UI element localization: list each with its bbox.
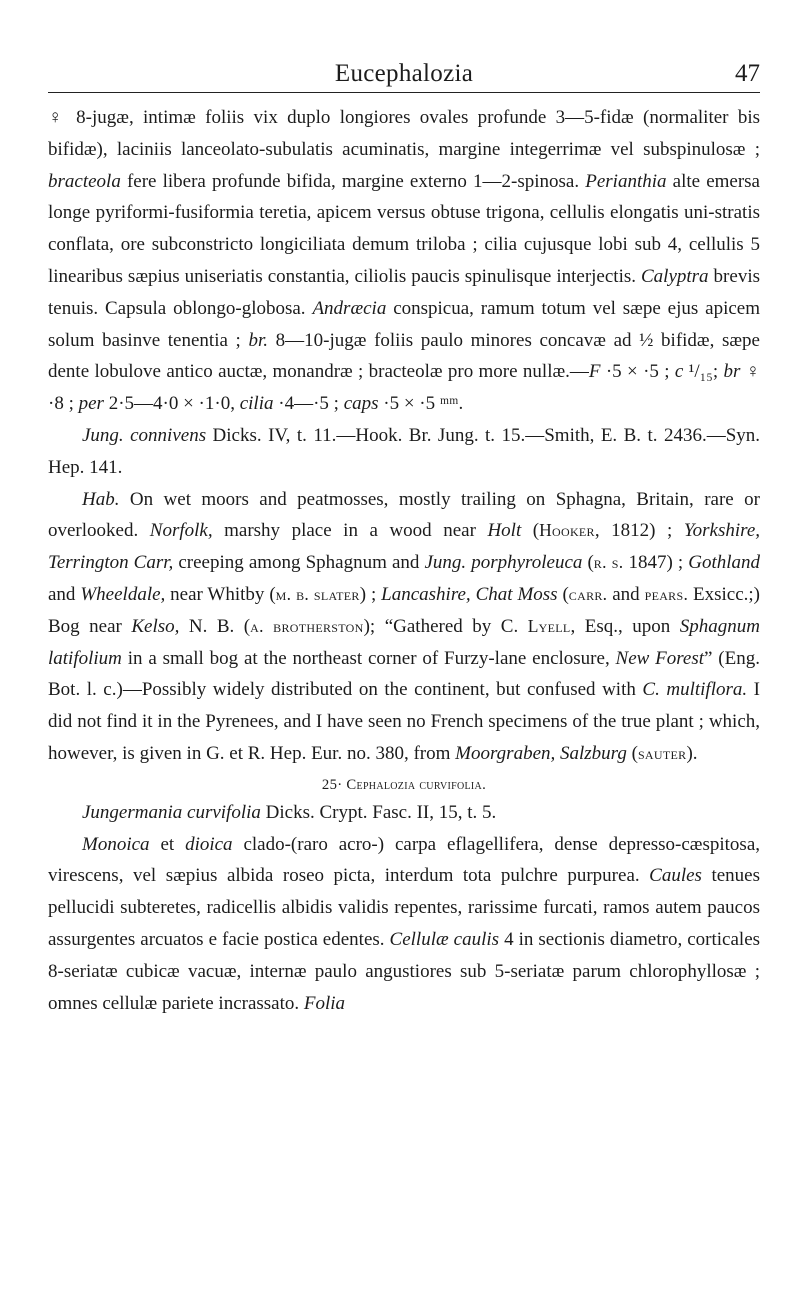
italic-text: Jung. porphyroleuca (424, 552, 583, 574)
text-run: brevis tenuis. Capsula oblongo-globosa. (48, 265, 760, 319)
italic-text: Calyptra (641, 265, 709, 287)
small-caps-text: sauter (637, 742, 687, 763)
text-run: and (607, 583, 645, 605)
text-run: clado-(raro acro-) carpa eflagellifera, dense depresso-cæspitosa, virescens, vel sæpius albida roseo picta, interdum tota pulchre purpurea. (48, 833, 761, 887)
italic-text: Wheeldale, (80, 583, 166, 605)
text-run: marshy place in a wood near (212, 520, 488, 542)
small-caps-text: a. brotherston (250, 615, 364, 636)
text-run: Exsicc.;) Bog near (48, 583, 761, 637)
italic-text: per (78, 393, 104, 415)
text-run: ( (626, 742, 638, 764)
italic-text: Lancashire, Chat Moss (381, 583, 558, 605)
text-run: ♀ ·8 ; (48, 361, 760, 415)
italic-text: dioica (185, 833, 233, 855)
text-run: and (48, 583, 81, 605)
text-run: 8—10-jugæ foliis paulo minores concavæ ad ½ bifidæ, sæpe dente lobulove antico auctæ, monandræ ; bracteolæ pro more nullæ.— (48, 329, 760, 383)
text-run: ♀ 8-jugæ, intimæ foliis vix duplo longiores ovales profunde 3—5-fidæ (normaliter bis bifidæ), laciniis lanceolato-subulatis acuminatis, margine integerrimæ vel subspinulosæ ; (48, 107, 760, 160)
italic-text: Andræcia (312, 297, 387, 319)
text-run: creeping among Sphagnum and (173, 552, 425, 574)
text-run: N. B. ( (179, 615, 251, 637)
text-run: in a small bog at the northeast corner of Furzy-lane enclosure, (121, 647, 616, 669)
italic-text: Cellulæ caulis (389, 928, 500, 950)
text-run: et (149, 833, 186, 855)
text-run: Dicks. IV, t. 11.—Hook. Br. Jung. t. 15.—Smith, E. B. t. 2436.—Syn. Hep. 141. (48, 424, 761, 478)
book-page (48, 0, 761, 1014)
text-run: 4 in sectionis diametro, corticales 8-seriatæ cubicæ vacuæ, internæ paulo angustiores sub 5-seriatæ parum chlorophyllosæ ; omnes cellulæ pariete incrassato. (48, 928, 761, 1014)
text-run: ) ; (359, 583, 382, 605)
small-caps-text: Lyell (527, 615, 571, 636)
text-run: alte emersa longe pyriformi-fusiformia teretia, apicem versus obtuse trigona, cellulis elongatis uni-stratis conflata, ore subconstricto longiciliata demum triloba ; cilia cujusque lobi sub 4, cellulis 5 linearibus sæpius uniseriatis constantia, ciliolis paucis spinulisque interjectis. (48, 170, 760, 287)
text-run: ” (Eng. Bot. l. c.)—Possibly widely distributed on the continent, but confused with (48, 647, 760, 701)
small-caps-text: Hooker (539, 520, 595, 541)
paragraph-description (48, 102, 760, 420)
italic-text: Moorgraben, Salzburg (455, 742, 627, 764)
italic-text: Perianthia (585, 170, 667, 192)
text-run: I did not find it in the Pyrenees, and I have seen no French specimens of the true plant ; which, however, is given in G. et R. Hep. Eur. no. 380, from (48, 679, 761, 764)
text-run: ·4—·5 ; (273, 393, 344, 415)
page-body (48, 102, 760, 1019)
italic-text: Norfolk, (149, 520, 213, 542)
text-run: ( (521, 520, 540, 542)
italic-text: Jung. connivens (82, 424, 207, 446)
text-run: tenues pellucidi subteretes, radicellis albidis validis repentes, rarissime furcati, ramos autem paucos assurgentes arcuatos e facie postica edentes. (48, 865, 760, 950)
italic-text: c (674, 361, 684, 383)
small-caps-text: pears. (644, 583, 689, 604)
text-run: , Esq., upon (570, 615, 680, 637)
italic-text: Yorkshire, Terrington Carr, (48, 520, 761, 574)
italic-text: New Forest (615, 647, 705, 669)
text-run: ·5 × ·5 ; (600, 361, 675, 383)
text-run: ¹/₁₅; (683, 361, 724, 383)
text-run: 1847) ; (623, 552, 689, 574)
italic-text: Gothland (688, 552, 761, 574)
text-run: On wet moors and peatmosses, mostly trailing on Sphagna, Britain, rare or overlooked. (48, 488, 760, 542)
italic-text: Jungermania curvifolia (82, 801, 261, 823)
italic-text: F (588, 361, 601, 383)
italic-text: cilia (239, 393, 274, 415)
header-rule (48, 92, 760, 93)
paragraph-diagnosis (48, 829, 760, 1020)
page-number: 47 (735, 60, 760, 87)
italic-text: caps (343, 393, 379, 415)
italic-text: bracteola (48, 170, 121, 192)
running-title: Eucephalozia (334, 60, 474, 87)
text-run: , 1812) ; (594, 520, 684, 542)
italic-text: Sphagnum latifolium (48, 615, 761, 669)
text-run: 2·5—4·0 × ·1·0, (103, 393, 240, 415)
italic-text: Caules (649, 865, 702, 887)
text-block-before (48, 102, 760, 770)
italic-text: br (723, 361, 741, 383)
text-run: near Whitby ( (165, 583, 276, 605)
italic-text: Folia (303, 992, 346, 1014)
italic-text: Holt (487, 520, 522, 542)
small-caps-text: r. s. (593, 552, 624, 573)
text-run: ( (582, 552, 594, 574)
section-heading: 25· Cephalozia curvifolia. (321, 776, 487, 793)
paragraph-habitat (48, 484, 760, 770)
text-block-after (48, 797, 760, 1020)
text-run: ). (686, 742, 698, 764)
text-run: fere libera profunde bifida, margine externo 1—2-spinosa. (120, 170, 586, 192)
italic-text: br. (248, 329, 269, 351)
small-caps-text: m. b. slater (275, 583, 360, 604)
page-header (48, 0, 760, 92)
italic-text: C. multiflora. (642, 679, 748, 701)
small-caps-text: carr. (568, 583, 608, 604)
italic-text: Hab. (82, 488, 120, 510)
italic-text: Kelso, (131, 615, 180, 637)
paragraph-synonymy (48, 420, 760, 484)
text-run: ); “Gathered by C. (363, 615, 528, 637)
text-run: Dicks. Crypt. Fasc. II, 15, t. 5. (260, 801, 497, 823)
text-run: ( (557, 583, 569, 605)
text-run: conspicua, ramum totum vel sæpe ejus apicem solum basinve tenentia ; (48, 297, 760, 351)
paragraph-reference (48, 797, 760, 829)
italic-text: Monoica (82, 833, 150, 855)
text-run: ·5 × ·5 ᵐᵐ. (378, 393, 464, 415)
